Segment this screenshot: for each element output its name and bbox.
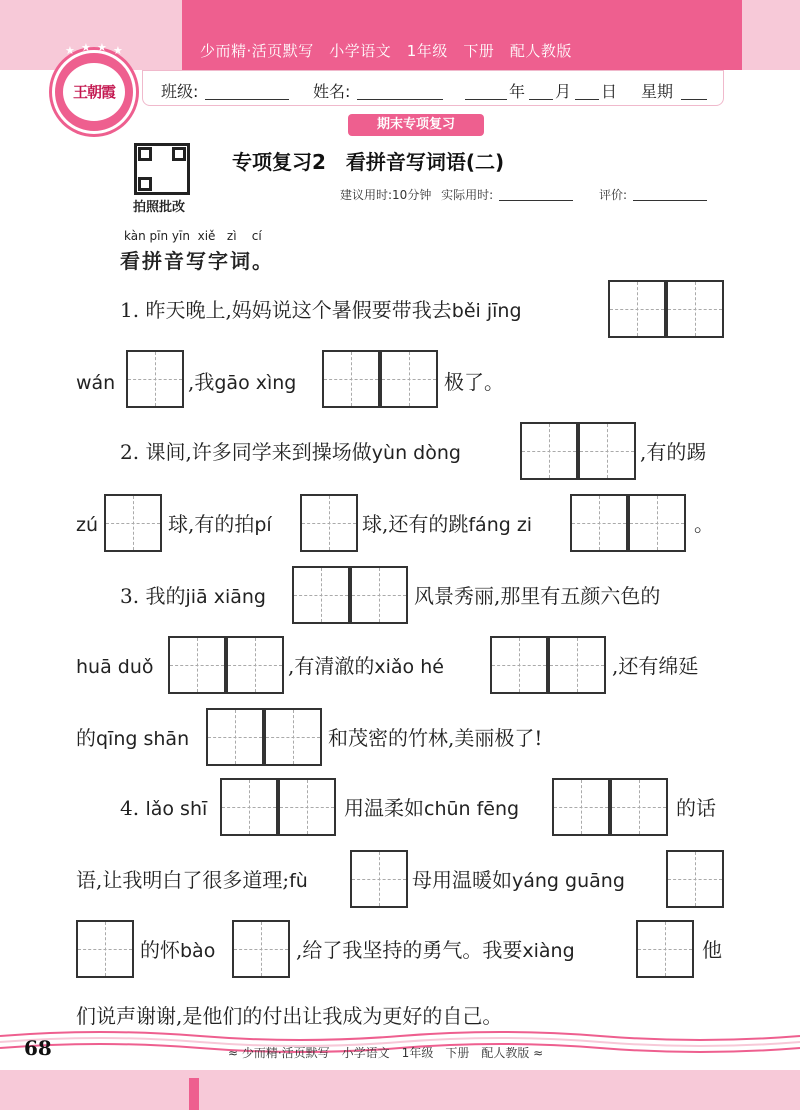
- q4-line3c: 他: [702, 938, 722, 962]
- q3-line3: 的qīng shān: [76, 726, 190, 750]
- answer-box[interactable]: [350, 850, 408, 908]
- student-info-bar: [142, 70, 724, 106]
- q4-line3b: ,给了我坚持的勇气。我要xiàng: [296, 938, 575, 962]
- q4-line1c: 的话: [676, 796, 716, 820]
- q4-line1: 4. lǎo shī: [120, 796, 208, 820]
- q1-line1: 1. 昨天晚上,妈妈说这个暑假要带我去běi jīng: [120, 298, 522, 322]
- brand-logo: ★ ★ ★ ★ 王朝霞: [52, 50, 136, 134]
- answer-box[interactable]: [578, 422, 636, 480]
- suggested-time: 建议用时:10分钟: [340, 188, 432, 202]
- answer-box[interactable]: [490, 636, 548, 694]
- answer-box[interactable]: [76, 920, 134, 978]
- q3-line1b: 风景秀丽,那里有五颜六色的: [414, 584, 661, 608]
- section-tag: 期末专项复习: [348, 114, 484, 136]
- answer-box[interactable]: [610, 778, 668, 836]
- logo-text: 王朝霞: [72, 83, 115, 101]
- answer-box[interactable]: [264, 708, 322, 766]
- answer-box[interactable]: [548, 636, 606, 694]
- answer-box[interactable]: [552, 778, 610, 836]
- qr-label: 拍照批改: [133, 200, 186, 215]
- day-blank[interactable]: [575, 83, 599, 102]
- instruction-pinyin: kàn pīn yīn xiě zì cí: [124, 229, 262, 243]
- answer-box[interactable]: [636, 920, 694, 978]
- q2-end: 。: [694, 512, 714, 536]
- answer-box[interactable]: [350, 566, 408, 624]
- q3-line2b: ,还有绵延: [612, 654, 699, 678]
- answer-box[interactable]: [278, 778, 336, 836]
- answer-box[interactable]: [232, 920, 290, 978]
- q2-pinyin-zu: zú: [76, 514, 99, 536]
- year-label: 年: [509, 82, 526, 101]
- q4-line3: 的怀bào: [140, 938, 216, 962]
- q1-end: 极了。: [444, 370, 504, 394]
- q1-line2: ,我gāo xìng: [188, 370, 297, 394]
- time-meta: [340, 186, 707, 203]
- q4-line1b: 用温柔如chūn fēng: [344, 796, 520, 820]
- actual-time-blank[interactable]: [499, 189, 573, 201]
- page-number: 68: [24, 1036, 52, 1060]
- answer-box[interactable]: [300, 494, 358, 552]
- month-label: 月: [555, 82, 572, 101]
- answer-box[interactable]: [608, 280, 666, 338]
- actual-time-label: 实际用时:: [441, 188, 494, 202]
- q2-line2b: 球,还有的跳fáng zi: [362, 512, 533, 536]
- answer-box[interactable]: [322, 350, 380, 408]
- series-title: 少而精·活页默写 小学语文 1年级 下册 配人教版: [200, 42, 572, 60]
- q3-end: 和茂密的竹林,美丽极了!: [328, 726, 543, 750]
- day-label: 日: [601, 82, 618, 101]
- footer-text: ≈ 少而精·活页默写 小学语文 1年级 下册 配人教版 ≈: [228, 1046, 544, 1060]
- rating-label: 评价:: [599, 188, 628, 202]
- answer-box[interactable]: [666, 280, 724, 338]
- qr-code-icon[interactable]: [134, 143, 190, 195]
- year-blank[interactable]: [465, 83, 507, 102]
- q3-pinyin-huaduo: huā duǒ: [76, 656, 154, 678]
- answer-box[interactable]: [570, 494, 628, 552]
- answer-box[interactable]: [666, 850, 724, 908]
- class-label: 班级:: [161, 82, 199, 101]
- q4-line4: 们说声谢谢,是他们的付出让我成为更好的自己。: [76, 1004, 503, 1028]
- answer-box[interactable]: [292, 566, 350, 624]
- name-blank[interactable]: [357, 83, 443, 102]
- page-title: 专项复习2 看拼音写词语(二): [232, 150, 505, 174]
- q3-line1: 3. 我的jiā xiāng: [120, 584, 266, 608]
- rating-blank[interactable]: [633, 189, 707, 201]
- answer-box[interactable]: [628, 494, 686, 552]
- answer-box[interactable]: [520, 422, 578, 480]
- bottom-mark: [189, 1078, 199, 1110]
- q2-line2: 球,有的拍pí: [168, 512, 272, 536]
- answer-box[interactable]: [220, 778, 278, 836]
- q2-line1: 2. 课间,许多同学来到操场做yùn dòng: [120, 440, 461, 464]
- answer-box[interactable]: [168, 636, 226, 694]
- answer-box[interactable]: [226, 636, 284, 694]
- class-blank[interactable]: [205, 83, 289, 102]
- footer-band: [0, 1070, 800, 1110]
- instruction-text: 看拼音写字词。: [120, 249, 274, 273]
- answer-box[interactable]: [126, 350, 184, 408]
- q4-line2b: 母用温暖如yáng guāng: [412, 868, 625, 892]
- q3-line2: ,有清澈的xiǎo hé: [288, 654, 444, 678]
- answer-box[interactable]: [206, 708, 264, 766]
- month-blank[interactable]: [529, 83, 553, 102]
- q2-kick: ,有的踢: [640, 440, 707, 464]
- weekday-blank[interactable]: [681, 83, 707, 102]
- name-label: 姓名:: [313, 82, 351, 101]
- weekday-label: 星期: [641, 82, 674, 101]
- answer-box[interactable]: [380, 350, 438, 408]
- q1-pinyin-wan: wán: [76, 372, 116, 394]
- answer-box[interactable]: [104, 494, 162, 552]
- q4-line2: 语,让我明白了很多道理;fù: [76, 868, 308, 892]
